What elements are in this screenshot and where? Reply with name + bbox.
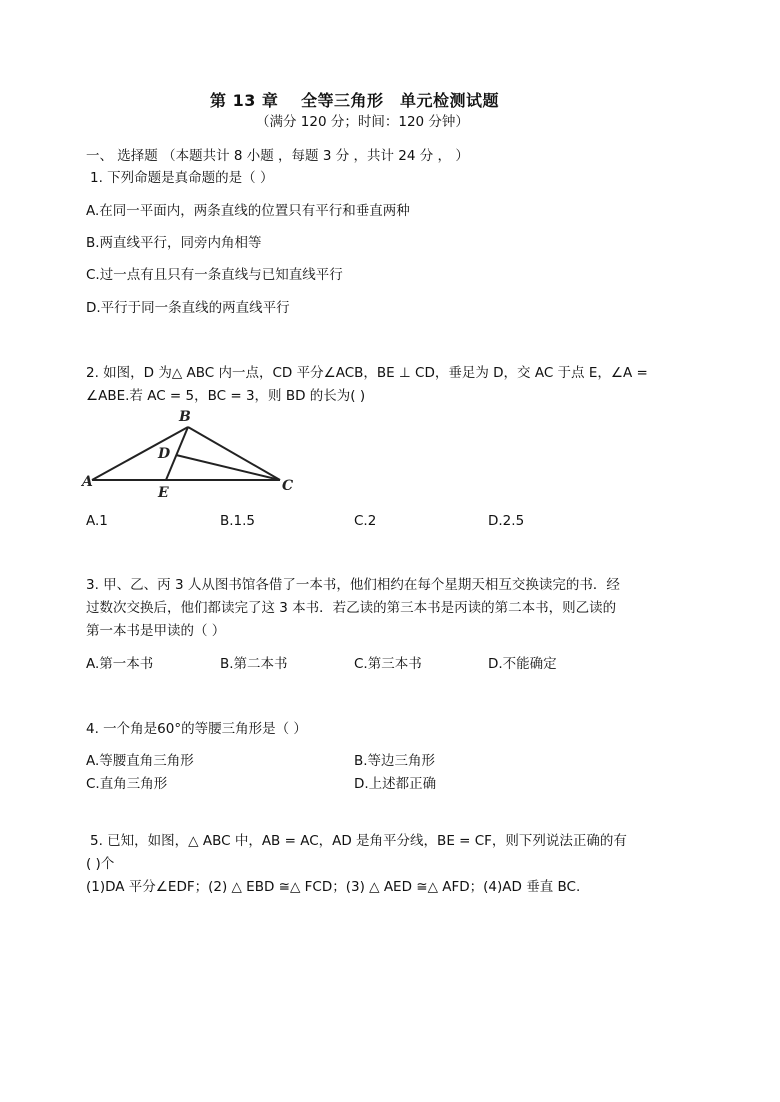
question-4-option-a: A.等腰直角三角形 <box>86 753 194 769</box>
label-a: A <box>82 474 93 490</box>
label-b: B <box>179 409 191 425</box>
question-3-option-b: B.第二本书 <box>220 656 288 672</box>
question-1-option-c: C.过一点有且只有一条直线与已知直线平行 <box>86 267 343 283</box>
question-2-option-b: B.1.5 <box>220 513 256 529</box>
question-1-option-d: D.平行于同一条直线的两直线平行 <box>86 300 290 316</box>
question-5-line-2: ( )个 <box>86 856 115 872</box>
segment-bc <box>188 427 280 480</box>
section-heading: 一、 选择题 （本题共计 8 小题 ，每题 3 分 ，共计 24 分 ， ） <box>86 148 469 164</box>
page-title: 第 13 章 全等三角形 单元检测试题 <box>210 91 499 110</box>
question-4-option-d: D.上述都正确 <box>354 776 437 792</box>
question-5-line-1: 5. 已知，如图，△ ABC 中，AB = AC，AD 是角平分线，BE = CF，则下列说法正确的有 <box>90 833 627 849</box>
question-4-option-c: C.直角三角形 <box>86 776 168 792</box>
question-3-line-1: 3. 甲、乙、丙 3 人从图书馆各借了一本书，他们相约在每个星期天相互交换读完的书．经 <box>86 577 620 593</box>
segment-ab <box>92 427 188 480</box>
question-2-line-2: ∠ABE.若 AC = 5，BC = 3，则 BD 的长为( ) <box>86 388 366 404</box>
label-c: C <box>282 478 294 494</box>
segment-dc <box>176 455 280 480</box>
label-d: D <box>158 446 171 462</box>
question-4-stem: 4. 一个角是60°的等腰三角形是（ ） <box>86 721 307 737</box>
label-e: E <box>158 485 169 501</box>
question-3-line-2: 过数次交换后，他们都读完了这 3 本书．若乙读的第三本书是丙读的第二本书，则乙读的 <box>86 600 617 616</box>
question-3-line-3: 第一本书是甲读的（ ） <box>86 623 226 639</box>
question-2-option-a: A.1 <box>86 513 108 529</box>
question-4-option-b: B.等边三角形 <box>354 753 436 769</box>
question-5-line-3: (1)DA 平分∠EDF；(2) △ EBD ≅△ FCD；(3) △ AED ≅△ AFD；(4)AD 垂直 BC. <box>86 879 581 895</box>
page-subtitle: （满分 120 分；时间：120 分钟） <box>256 114 469 130</box>
question-2-option-c: C.2 <box>354 513 377 529</box>
question-3-option-c: C.第三本书 <box>354 656 422 672</box>
question-3-option-d: D.不能确定 <box>488 656 557 672</box>
question-1-stem: 1. 下列命题是真命题的是（ ） <box>90 170 274 186</box>
question-1-option-b: B.两直线平行，同旁内角相等 <box>86 235 262 251</box>
question-2-option-d: D.2.5 <box>488 513 525 529</box>
question-2-line-1: 2. 如图，D 为△ ABC 内一点，CD 平分∠ACB，BE ⊥ CD，垂足为 D，交 AC 于点 E，∠A = <box>86 365 648 381</box>
question-3-option-a: A.第一本书 <box>86 656 154 672</box>
question-1-option-a: A.在同一平面内，两条直线的位置只有平行和垂直两种 <box>86 203 410 219</box>
triangle-figure <box>80 405 310 505</box>
